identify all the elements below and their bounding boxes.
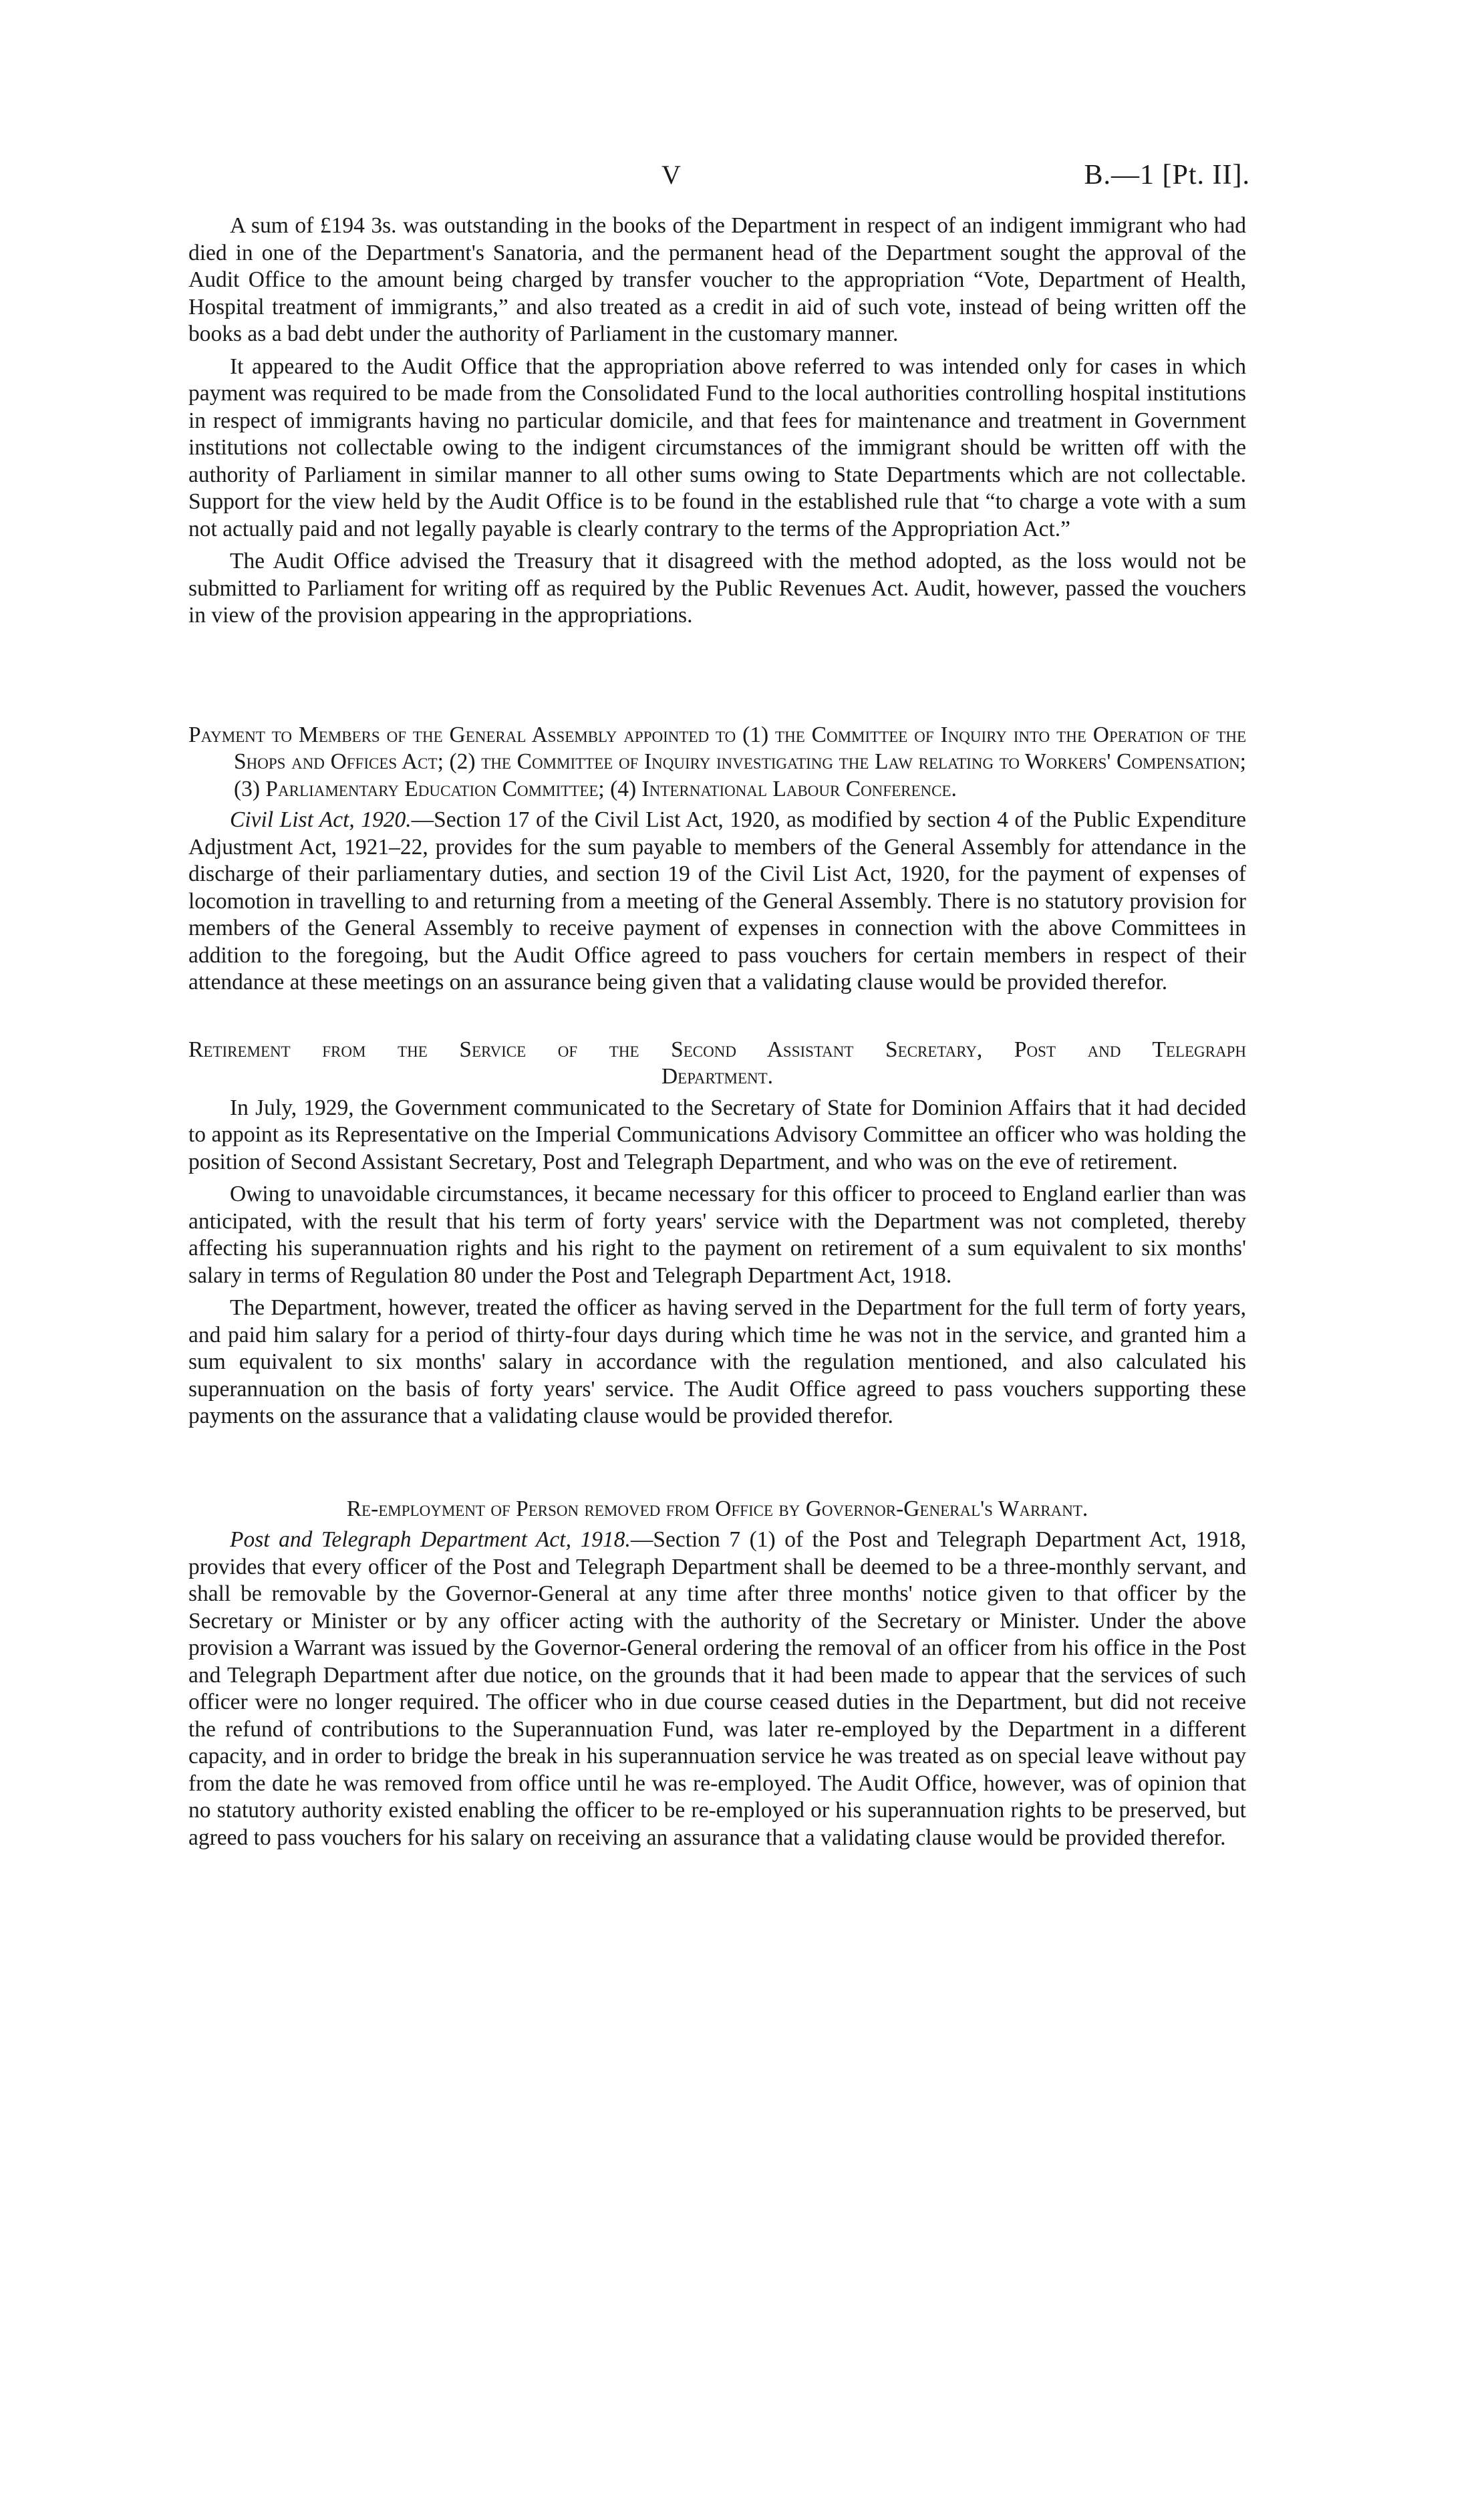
paragraph [188,1527,1246,1851]
section-reemployment [188,1496,1246,1852]
paragraph-text: —Section 17 of the Civil List Act, 1920, as modified by section 4 of the Public Expenditure Adjustment Act, 1921–22, provides for the sum payable to members of the General Assembly for attendance in the discharge of their parliamentary duties, and section 19 of the Civil List Act, 1920, for the payment of expenses of locomotion in travelling to and returning from a meeting of the General Assembly. There is no statutory provision for members of the General Assembly to receive payment of expenses in connection with the above Committees in addition to the foregoing, but the Audit Office agreed to pass vouchers for certain members in respect of their attendance at these meetings on an assurance being given that a validating clause would be provided therefor. [188,807,1246,995]
section-spacer [188,1002,1246,1037]
document-body [188,213,1246,1857]
section-heading: Re-employment of Person removed from Office by Governor-General's Warrant. [346,1496,1088,1521]
section-indigent-immigrant [188,213,1246,630]
paragraph: A sum of £194 3s. was outstanding in the books of the Department in respect of an indigent immigrant who had died in one of the Department's Sanatoria, and the permanent head of the Department sought the approval of the Audit Office to the amount being charged by transfer voucher to the appropriation “Vote, Department of Health, Hospital treatment of immigrants,” and also treated as a credit in aid of such vote, instead of being written off the books as a bad debt under the authority of Parliament in the customary manner. [188,213,1246,346]
paragraph-text: —Section 7 (1) of the Post and Telegraph Department Act, 1918, provides that every officer of the Post and Telegraph Department shall be deemed to be a three-monthly servant, and shall be removable by the Governor-General at any time after three months' notice given to that officer by the Secretary or Minister or by any officer acting with the authority of the Secretary or Minister. Under the above provision a Warrant was issued by the Governor-General ordering the removal of an officer from his office in the Post and Telegraph Department after due notice, on the grounds that it had been made to appear that the services of such officer were no longer required. The officer who in due course ceased duties in the Department, but did not receive the refund of contributions to the Superannuation Fund, was later re-employed by the Department in a different capacity, and in order to bridge the break in his superannuation service he was treated as on special leave without pay from the date he was removed from office until he was re-employed. The Audit Office, however, was of opinion that no statutory authority existed enabling the officer to be re-employed or his superannuation rights to be preserved, but agreed to pass vouchers for his salary on receiving an assurance that a validating clause would be provided therefor. [188,1527,1246,1850]
page-header [0,159,1484,199]
paragraph-lead: Post and Telegraph Department Act, 1918. [230,1527,631,1552]
section-general-assembly-payment [188,722,1246,997]
paragraph: In July, 1929, the Government communicated to the Secretary of State for Dominion Affairs that it had decided to appoint as its Representative on the Imperial Communications Advisory Committee an officer who was holding the position of Second Assistant Secretary, Post and Telegraph Department, and who was on the eve of retirement. [188,1095,1246,1174]
paragraph: It appeared to the Audit Office that the appropriation above referred to was intended only for cases in which payment was required to be made from the Consolidated Fund to the local authorities controlling hospital institutions in respect of immigrants having no particular domicile, and that fees for maintenance and treatment in Government institutions not collectable owing to the indigent circumstances of the immigrant should be written off with the authority of Parliament in similar manner to all other sums owing to State Departments which are not collectable. Support for the view held by the Audit Office is to be found in the established rule that “to charge a vote with a sum not actually paid and not legally payable is clearly contrary to the terms of the Appropriation Act.” [188,354,1246,541]
section-heading [188,1037,1246,1091]
section-retirement [188,1037,1246,1430]
paragraph: The Department, however, treated the officer as having served in the Department for the full term of forty years, and paid him salary for a period of thirty-four days during which time he was not in the service, and granted him a sum equivalent to six months' salary in accordance with the regulation mentioned, and also calculated his superannuation on the basis of forty years' service. The Audit Office agreed to pass vouchers supporting these payments on the assurance that a validating clause would be provided therefor. [188,1295,1246,1428]
section-heading-line: Retirement from the Service of the Second Assistant Secretary, Post and Telegraph [188,1037,1246,1062]
paragraph [188,807,1246,997]
section-heading-line: Department. [661,1064,774,1089]
section-spacer [188,1436,1246,1496]
paragraph-lead: Civil List Act, 1920. [230,807,412,832]
section-heading: Payment to Members of the General Assembly appointed to (1) the Committee of Inquiry into the Operation of the Shops and Offices Act; (2) the Committee of Inquiry investigating the Law relating to Workers' Compensation; (3) Parliamentary Education Committee; (4) International Labour Conference. [188,722,1246,801]
section-spacer [188,635,1246,722]
document-reference: B.—1 [Pt. II]. [1084,160,1250,190]
paragraph: The Audit Office advised the Treasury that it disagreed with the method adopted, as the loss would not be submitted to Parliament for writing off as required by the Public Revenues Act. Audit, however, passed the vouchers in view of the provision appearing in the appropriations. [188,549,1246,628]
paragraph: Owing to unavoidable circumstances, it became necessary for this officer to proceed to England earlier than was anticipated, with the result that his term of forty years' service with the Department was not completed, thereby affecting his superannuation rights and his right to the payment on retirement of a sum equivalent to six months' salary in terms of Regulation 80 under the Post and Telegraph Department Act, 1918. [188,1182,1246,1288]
page-number: V [661,160,681,190]
